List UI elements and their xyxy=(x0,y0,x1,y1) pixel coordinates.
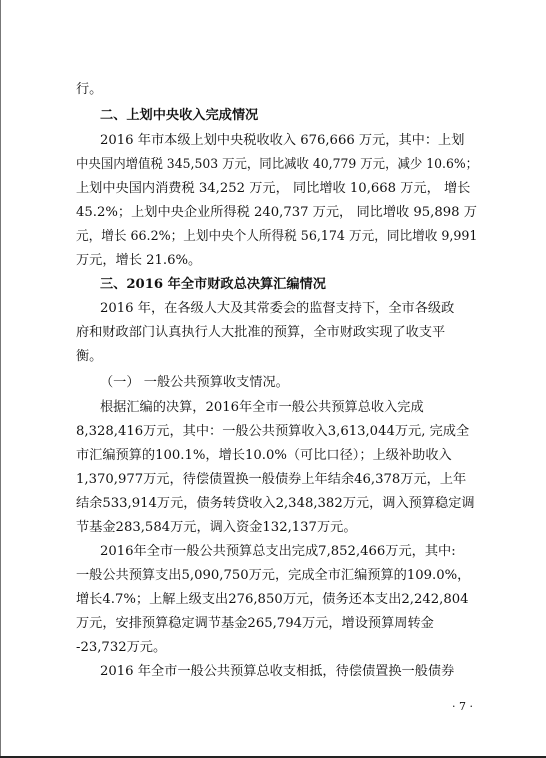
page-left-border xyxy=(0,0,1,758)
text-line-14: 根据汇编的决算，2016年全市一般公共预算总收入完成 xyxy=(100,400,424,415)
text-line-6: 45.2%；上划中央企业所得税 240,737 万元， 同比增收 95,898 万 xyxy=(76,205,477,220)
text-line-8: 万元，增长 21.6%。 xyxy=(76,253,202,268)
text-line-24: -23,732万元。 xyxy=(76,640,167,655)
text-line-20: 2016年全市一般公共预算总支出完成7,852,466万元，其中: xyxy=(100,544,456,559)
text-line-25: 2016 年全市一般公共预算总收支相抵，待偿债置换一般债券 xyxy=(100,664,455,679)
text-line-10: 2016 年，在各级人大及其常委会的监督支持下，全市各级政 xyxy=(100,301,455,316)
text-line-1: 行。 xyxy=(76,82,103,97)
text-line-12: 衡。 xyxy=(76,349,103,364)
text-line-4: 中央国内增值税 345,503 万元，同比减收 40,779 万元，减少 10.6%； xyxy=(76,157,479,172)
text-line-22: 增长4.7%；上解上级支出276,850万元，债务还本支出2,242,804 xyxy=(76,592,469,607)
text-line-17: 1,370,977万元，待偿债置换一般债券上年结余46,378万元，上年 xyxy=(76,472,467,487)
text-line-19: 节基金283,584万元，调入资金132,137万元。 xyxy=(76,520,357,535)
text-line-18: 结余533,914万元，债务转贷收入2,348,382万元，调入预算稳定调 xyxy=(76,496,475,511)
text-line-7: 元，增长 66.2%；上划中央个人所得税 56,174 万元，同比增收 9,991 xyxy=(76,229,478,244)
section-heading-2: 二、上划中央收入完成情况 xyxy=(100,108,259,123)
section-heading-3: 三、2016 年全市财政总决算汇编情况 xyxy=(100,277,326,292)
subsection-heading-1: （一） 一般公共预算收支情况。 xyxy=(100,375,289,390)
text-line-21: 一般公共预算支出5,090,750万元，完成全市汇编预算的109.0%， xyxy=(76,568,471,583)
page-number: · 7 · xyxy=(452,700,473,713)
text-line-11: 府和财政部门认真执行人大批准的预算，全市财政实现了收支平 xyxy=(76,325,446,340)
text-line-15: 8,328,416万元，其中：一般公共预算收入3,613,044万元, 完成全 xyxy=(76,424,470,439)
text-line-3: 2016 年市本级上划中央税收收入 676,666 万元，其中：上划 xyxy=(100,133,465,148)
text-line-16: 市汇编预算的100.1%，增长10.0%（可比口径）；上级补助收入 xyxy=(76,448,452,463)
text-line-5: 上划中央国内消费税 34,252 万元， 同比增收 10,668 万元， 增长 xyxy=(76,181,471,196)
text-line-23: 万元，安排预算稳定调节基金265,794万元，增设预算周转金 xyxy=(76,616,434,631)
